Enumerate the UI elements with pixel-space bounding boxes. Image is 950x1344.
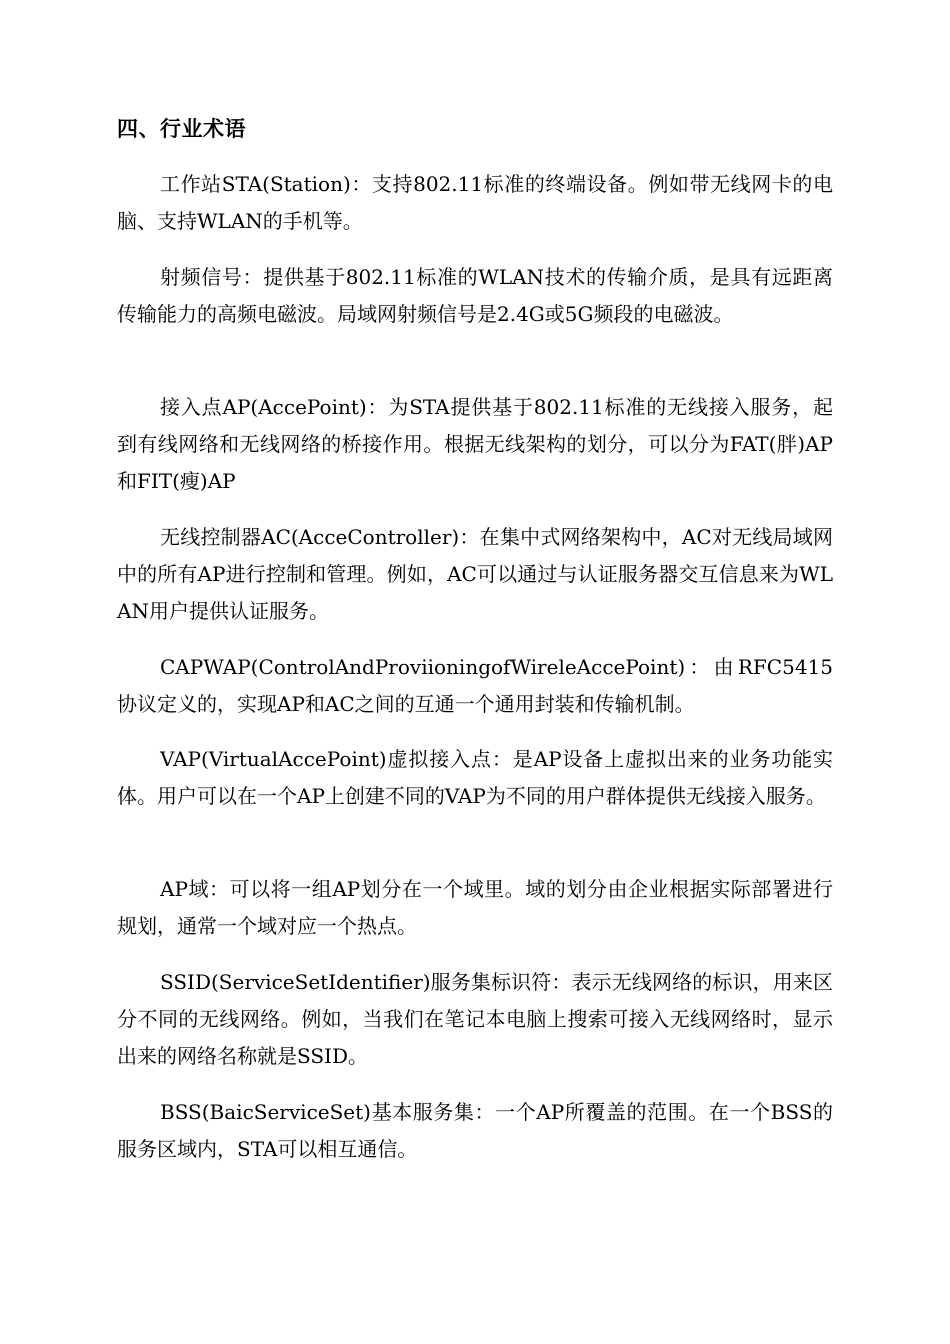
paragraph-ap-domain: AP域：可以将一组AP划分在一个域里。域的划分由企业根据实际部署进行规划，通常一个域对应一个热点。: [117, 877, 833, 938]
paragraph-rf-signal: 射频信号：提供基于802.11标准的WLAN技术的传输介质，是具有远距离传输能力的高频电磁波。局域网射频信号是2.4G或5G频段的电磁波。: [117, 265, 833, 326]
paragraph-sta: 工作站STA(Station)：支持802.11标准的终端设备。例如带无线网卡的电脑、支持WLAN的手机等。: [117, 172, 833, 233]
paragraph-access-point: 接入点AP(AccePoint)：为STA提供基于802.11标准的无线接入服务，起到有线网络和无线网络的桥接作用。根据无线架构的划分，可以分为FAT(胖)AP和FIT(瘦)AP: [117, 395, 833, 493]
section-heading: 四、行业术语: [117, 117, 246, 141]
paragraph-vap: VAP(VirtualAccePoint)虚拟接入点：是AP设备上虚拟出来的业务功能实体。用户可以在一个AP上创建不同的VAP为不同的用户群体提供无线接入服务。: [117, 747, 833, 808]
paragraph-capwap: CAPWAP(ControlAndProviioningofWireleAccePoint)：由RFC5415协议定义的，实现AP和AC之间的互通一个通用封装和传输机制。: [117, 655, 833, 716]
paragraph-access-controller: 无线控制器AC(AcceController)：在集中式网络架构中，AC对无线局域网中的所有AP进行控制和管理。例如，AC可以通过与认证服务器交互信息来为WLAN用户提供认证服务。: [117, 525, 833, 623]
paragraph-ssid: SSID(ServiceSetIdentifier)服务集标识符：表示无线网络的标识，用来区分不同的无线网络。例如，当我们在笔记本电脑上搜索可接入无线网络时，显示出来的网络名称就是SSID。: [117, 970, 833, 1068]
paragraph-bss: BSS(BaicServiceSet)基本服务集：一个AP所覆盖的范围。在一个BSS的服务区域内，STA可以相互通信。: [117, 1100, 833, 1161]
